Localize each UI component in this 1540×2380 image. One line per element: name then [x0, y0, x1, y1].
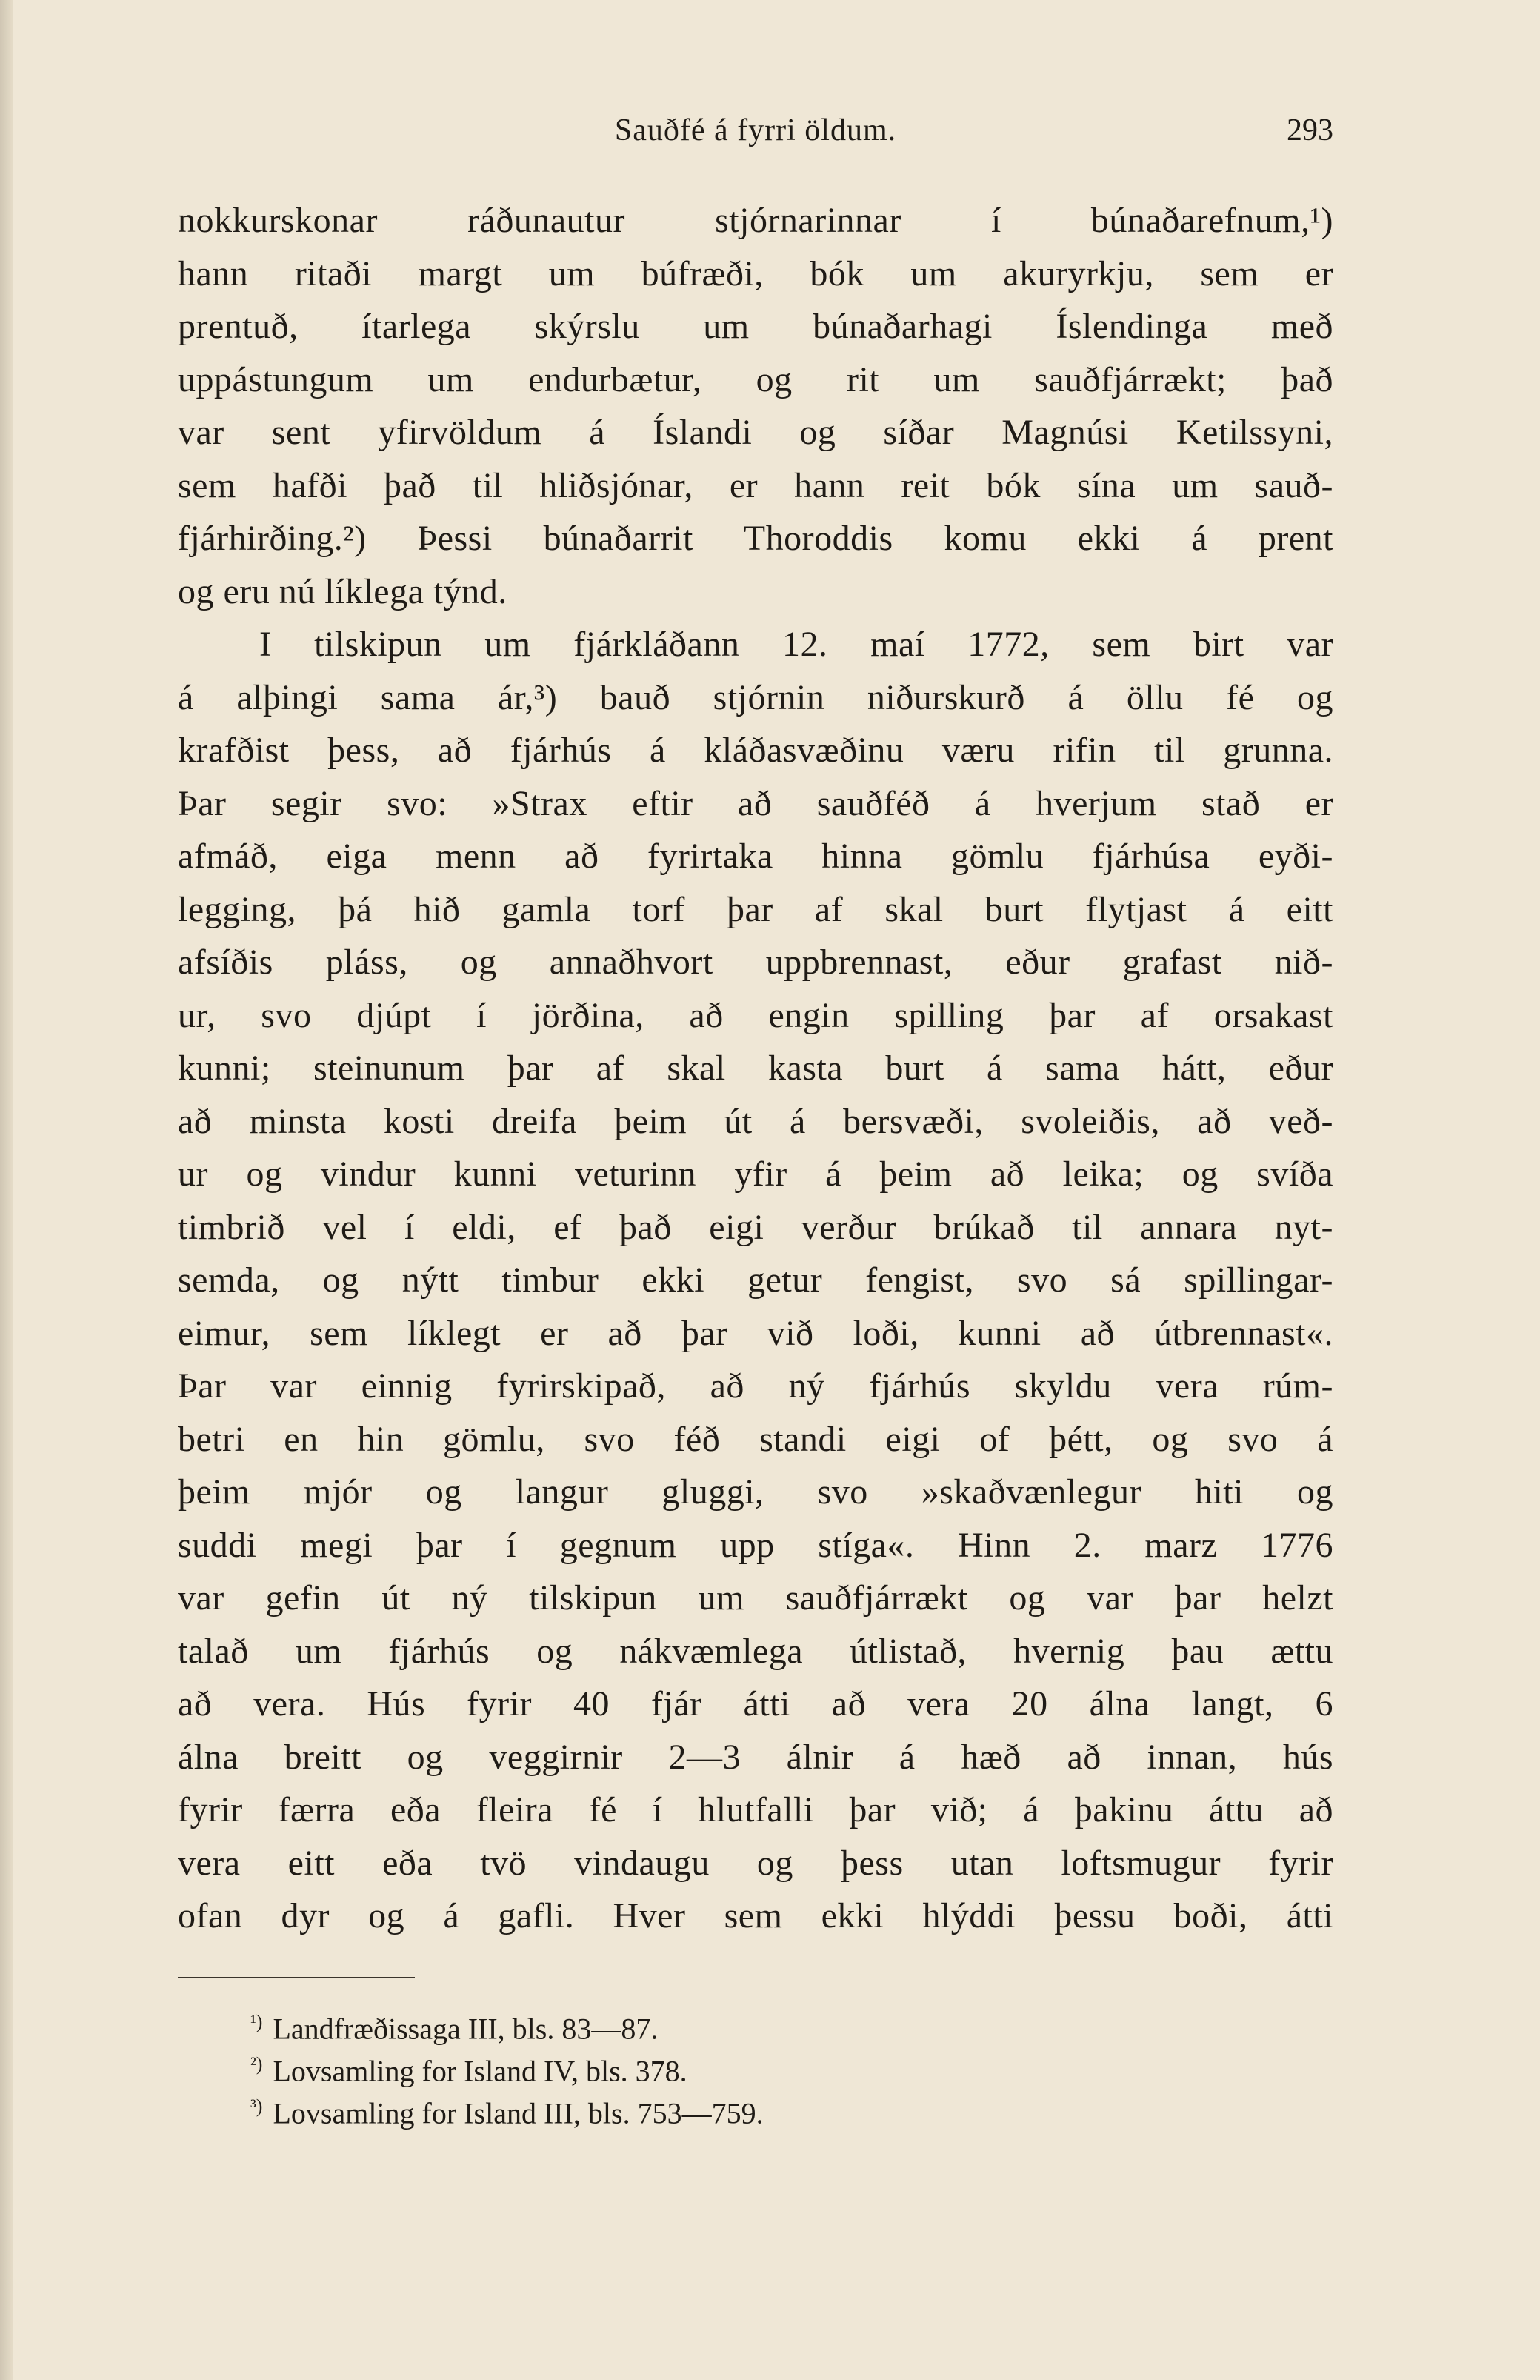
- text-line: nokkurskonar ráðunautur stjórnarinnar í búnaðarefnum,¹): [178, 201, 1333, 240]
- text-line: og eru nú líklega týnd.: [178, 571, 507, 611]
- text-line: suddi megi þar í gegnum upp stíga«. Hinn 2. marz 1776: [178, 1525, 1333, 1565]
- page-header: [178, 113, 1333, 157]
- text-line: semda, og nýtt timbur ekki getur fengist, svo sá spillingar-: [178, 1260, 1333, 1300]
- text-line: afmáð, eiga menn að fyrirtaka hinna gömlu fjárhúsa eyði-: [178, 837, 1333, 876]
- body-text: [178, 194, 1333, 1943]
- text-line: þeim mjór og langur gluggi, svo »skaðvænlegur hiti og: [178, 1472, 1333, 1512]
- text-line: legging, þá hið gamla torf þar af skal burt flytjast á eitt: [178, 889, 1333, 929]
- text-line: fyrir færra eða fleira fé í hlutfalli þar við; á þakinu áttu að: [178, 1790, 1333, 1829]
- running-head: Sauðfé á fyrri öldum.: [614, 113, 897, 147]
- text-line: krafðist þess, að fjárhús á kláðasvæðinu væru rifin til grunna.: [178, 731, 1333, 770]
- footnote-marker: ³): [250, 2095, 263, 2117]
- text-line: sem hafði það til hliðsjónar, er hann reit bók sína um sauð-: [178, 465, 1333, 505]
- text-line: ur, svo djúpt í jörðina, að engin spilling þar af orsakast: [178, 995, 1333, 1035]
- text-line: uppástungum um endurbætur, og rit um sauðfjárrækt; það: [178, 359, 1333, 399]
- text-line: hann ritaði margt um búfræði, bók um akuryrkju, sem er: [178, 253, 1333, 293]
- text-line: á alþingi sama ár,³) bauð stjórnin niðurskurð á öllu fé og: [178, 677, 1333, 717]
- text-line: betri en hin gömlu, svo féð standi eigi of þétt, og svo á: [178, 1419, 1333, 1459]
- text-line: Þar segir svo: »Strax eftir að sauðféð á hverjum stað er: [178, 783, 1333, 823]
- text-line: var sent yfirvöldum á Íslandi og síðar Magnúsi Ketilssyni,: [178, 413, 1333, 452]
- footnote-text: Lovsamling for Island III, bls. 753—759.: [273, 2096, 764, 2130]
- text-line: var gefin út ný tilskipun um sauðfjárrækt og var þar helzt: [178, 1578, 1333, 1618]
- footnote-text: Lovsamling for Island IV, bls. 378.: [273, 2054, 687, 2088]
- text-line: Þar var einnig fyrirskipað, að ný fjárhús skyldu vera rúm-: [178, 1366, 1333, 1406]
- paragraph-start-line: I tilskipun um fjárkláðann 12. maí 1772, sem birt var: [259, 625, 1333, 664]
- footnote-3: [250, 2085, 1213, 2130]
- text-line: fjárhirðing.²) Þessi búnaðarrit Thoroddis komu ekki á prent: [178, 519, 1333, 558]
- footnote-text: Landfræðissaga III, bls. 83—87.: [273, 2012, 659, 2046]
- text-line: að minsta kosti dreifa þeim út á bersvæði, svoleiðis, að veð-: [178, 1101, 1333, 1141]
- text-line: timbrið vel í eldi, ef það eigi verður brúkað til annara nyt-: [178, 1207, 1333, 1247]
- text-line: ofan dyr og á gafli. Hver sem ekki hlýddi þessu boði, átti: [178, 1896, 1333, 1935]
- text-line: vera eitt eða tvö vindaugu og þess utan loftsmugur fyrir: [178, 1843, 1333, 1883]
- footnote-divider: [178, 1977, 415, 1978]
- text-line: talað um fjárhús og nákvæmlega útlistað, hvernig þau ættu: [178, 1631, 1333, 1671]
- footnotes: [250, 2001, 1213, 2130]
- footnote-2: [250, 2043, 1213, 2088]
- text-line: álna breitt og veggirnir 2—3 álnir á hæð að innan, hús: [178, 1737, 1333, 1777]
- text-line: afsíðis pláss, og annaðhvort uppbrennast, eður grafast nið-: [178, 943, 1333, 982]
- footnote-1: [250, 2001, 1213, 2046]
- page-number: 293: [1287, 113, 1333, 147]
- text-line: ur og vindur kunni veturinn yfir á þeim að leika; og svíða: [178, 1154, 1333, 1194]
- page-spine-shadow: [0, 0, 13, 2380]
- text-line: eimur, sem líklegt er að þar við loði, kunni að útbrennast«.: [178, 1313, 1333, 1353]
- footnote-marker: ¹): [250, 2011, 263, 2032]
- text-line: að vera. Hús fyrir 40 fjár átti að vera 20 álna langt, 6: [178, 1684, 1333, 1723]
- text-line: prentuð, ítarlega skýrslu um búnaðarhagi Íslendinga með: [178, 307, 1333, 346]
- text-line: kunni; steinunum þar af skal kasta burt á sama hátt, eður: [178, 1048, 1333, 1088]
- footnote-marker: ²): [250, 2053, 263, 2075]
